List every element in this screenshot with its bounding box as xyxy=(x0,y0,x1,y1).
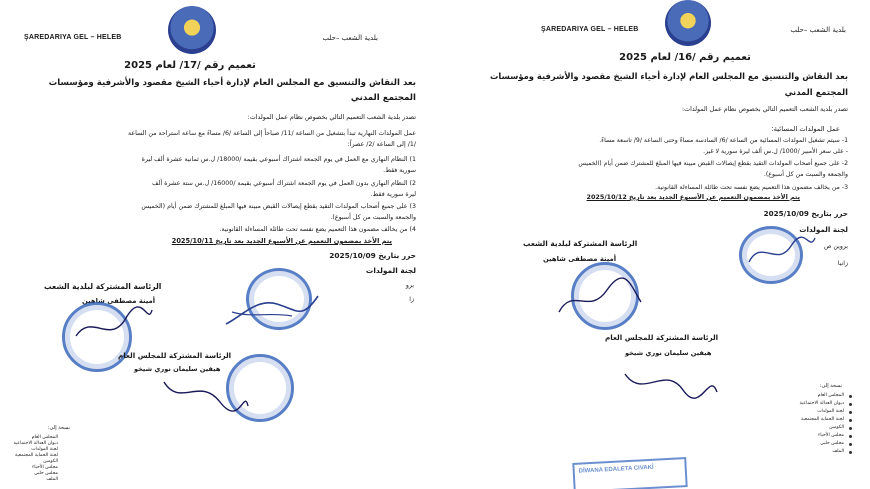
committee-name-1: بروين ص xyxy=(823,243,848,250)
cc-item: ديوان العدالة الاجتماعية xyxy=(13,441,58,446)
subject-line-1: بعد النقاش والتنسيق مع المجلس العام لإدارة أحياء الشيخ مقصود والأشرفية ومؤسسات xyxy=(490,71,848,81)
subject-line-2: المجتمع المدني xyxy=(784,87,848,97)
header-latin: ŞAREDARIYA GEL – HELEB xyxy=(541,26,639,33)
municipality-signature xyxy=(555,276,645,318)
council-presidency-names: هيفين سليمان نوري شيخو xyxy=(625,349,712,357)
committee-title: لجنة المولدات xyxy=(365,266,416,275)
intro-text: تصدر بلدية الشعب التعميم التالي بخصوص نظام عمل المولدات: xyxy=(682,106,848,113)
issue-date: حرر بتاريخ 2025/10/09 xyxy=(763,209,848,218)
municipality-presidency-names: أمينة مصطفى شاهين xyxy=(543,255,617,263)
subject-line-2: المجتمع المدني xyxy=(350,93,416,103)
municipality-presidency-names: أمينة مصطفى شاهين xyxy=(82,297,156,305)
item-3-line-1: 3) على جميع أصحاب المولدات التقيد بقطع إيصالات القبض مبينة فيها المبلغ للمشترك ضمن أيام (الخميس xyxy=(141,203,416,210)
bullet-icon xyxy=(849,451,852,454)
municipality-presidency-title: الرئاسة المشتركة لبلدية الشعب xyxy=(523,239,638,248)
effective-date-note: يتم الأخذ بمضمون التعميم عن الأسبوع الجديد بعد تاريخ 2025/10/11 xyxy=(171,237,392,245)
council-signature xyxy=(621,360,721,404)
issue-date: حرر بتاريخ 2025/10/09 xyxy=(329,251,416,260)
committee-signature xyxy=(222,286,322,331)
council-signature xyxy=(160,372,250,412)
municipality-signature xyxy=(74,306,154,346)
section-title: عمل المولدات المسائية: xyxy=(771,125,840,133)
document-right xyxy=(485,0,870,489)
bullet-icon xyxy=(849,435,852,438)
cc-item: مجلس الأحياء xyxy=(818,433,844,438)
page-gap xyxy=(438,0,485,489)
cc-item: ديوان العدالة الاجتماعية xyxy=(799,401,844,406)
committee-name-2: زا xyxy=(409,296,414,303)
cc-title: نسخة إلى: xyxy=(47,425,70,431)
municipality-logo xyxy=(665,0,711,46)
cc-item: المجلس العام xyxy=(31,435,58,440)
paragraph-0-line-2: /1/ إلى الساعة /2/ عصراً: xyxy=(347,141,416,148)
cc-item: الملف xyxy=(46,477,58,482)
box-stamp-text: DÎWANA EDALETA CIVAKÎ xyxy=(578,464,654,475)
item-1-line-2: سورية فقط. xyxy=(383,167,416,174)
item-2-line-2: ليرة سورية فقط. xyxy=(370,191,416,198)
item-2-line-1: 2) النظام النهاري بدون العمل في يوم الجمعة اشتراك أسبوعي بقيمة /16000/ ل.س ستة عشرة ألف xyxy=(151,180,416,187)
doc-title: تعميم رقم /17/ لعام 2025 xyxy=(124,60,256,71)
bullet-icon xyxy=(849,443,852,446)
bullet-icon xyxy=(849,411,852,414)
cc-item: لجنة الحماية المجتمعية xyxy=(15,453,58,458)
council-presidency-title: الرئاسة المشتركة للمجلس العام xyxy=(605,333,719,342)
doc-title: تعميم رقم /16/ لعام 2025 xyxy=(619,52,751,63)
item-3-line-2: والجمعة والسبت من كل أسبوع). xyxy=(330,214,416,221)
item-2-line-2: والجمعة والسبت من كل أسبوع). xyxy=(763,171,848,178)
header-arabic: بلدية الشعب –حلب xyxy=(790,26,846,34)
effective-date-note: يتم الأخذ بمضمون التعميم عن الأسبوع الجديد بعد تاريخ 2025/10/12 xyxy=(586,193,800,201)
committee-title: لجنة المولدات xyxy=(799,225,848,234)
cc-item: الكومين xyxy=(829,425,844,430)
paragraph-0-line-1: عمل المولدات النهارية تبدأ بتشغيل من الساعة /11/ صباحاً إلى الساعة /6/ مساءً مع ساعة استراحة من الساعة xyxy=(127,130,416,137)
cc-item: مجلس حلبي xyxy=(34,471,58,476)
item-2-line-1: 2- على جميع أصحاب المولدات التقيد بقطع إيصالات القبض مبينة فيها المبلغ للمشترك ضمن أيام (الخميس xyxy=(578,160,848,167)
municipality-logo xyxy=(168,6,216,54)
header-latin: ŞAREDARIYA GEL – HELEB xyxy=(24,34,122,41)
municipality-presidency-title: الرئاسة المشتركة لبلدية الشعب xyxy=(44,282,162,291)
subject-line-1: بعد النقاش والتنسيق مع المجلس العام لإدارة أحياء الشيخ مقصود والأشرفية ومؤسسات xyxy=(48,78,416,88)
cc-item: مجلس الأحياء xyxy=(32,465,58,470)
cc-item: الكومين xyxy=(43,459,58,464)
cc-item: لجنة المولدات xyxy=(817,409,844,414)
committee-name-1: برو xyxy=(405,282,414,289)
committee-signature xyxy=(747,232,817,272)
bullet-icon xyxy=(849,427,852,430)
cc-item: الملف xyxy=(832,449,844,454)
cc-item: لجنة الحماية المجتمعية xyxy=(801,417,844,422)
council-presidency-title: الرئاسة المشتركة للمجلس العام xyxy=(118,351,232,360)
bullet-icon xyxy=(849,395,852,398)
bullet-icon xyxy=(849,419,852,422)
item-3: 3- من يخالف مضمون هذا التعميم يضع نفسه تحت طائلة المساءلة القانونية. xyxy=(655,184,848,191)
office-box-stamp xyxy=(572,457,687,489)
cc-item: المجلس العام xyxy=(817,393,844,398)
item-1: 1- سيتم تشغيل المولدات المسائية من الساعة /6/ السادسة مساءً وحتى الساعة /9/ تاسعة مساءً. xyxy=(599,137,848,144)
council-presidency-names: هيفين سليمان نوري شيخو xyxy=(134,365,221,373)
cc-title: نسخة إلى: xyxy=(819,383,842,389)
item-4: 4) من يخالف مضمون هذا التعميم يضع نفسه تحت طائلة المساءلة القانونية. xyxy=(219,226,416,233)
bullet-icon xyxy=(849,403,852,406)
item-1-line-1: 1) النظام النهاري مع العمل في يوم الجمعة اشتراك أسبوعي بقيمة /18000/ ل.س ثمانية عشرة ألف ليرة xyxy=(141,156,416,163)
committee-name-2: زانيا xyxy=(837,260,848,267)
intro-text: تصدر بلدية الشعب التعميم التالي بخصوص نظام عمل المولدات: xyxy=(247,113,416,121)
cc-item: مجلس حلبي xyxy=(820,441,844,446)
header-arabic: بلدية الشعب –حلب xyxy=(322,34,378,42)
cc-item: لجنة المولدات xyxy=(31,447,58,452)
item-1-price: - على سعر الأمبير /1000/ ل.س ألف ليرة سورية لا غير. xyxy=(703,148,848,155)
